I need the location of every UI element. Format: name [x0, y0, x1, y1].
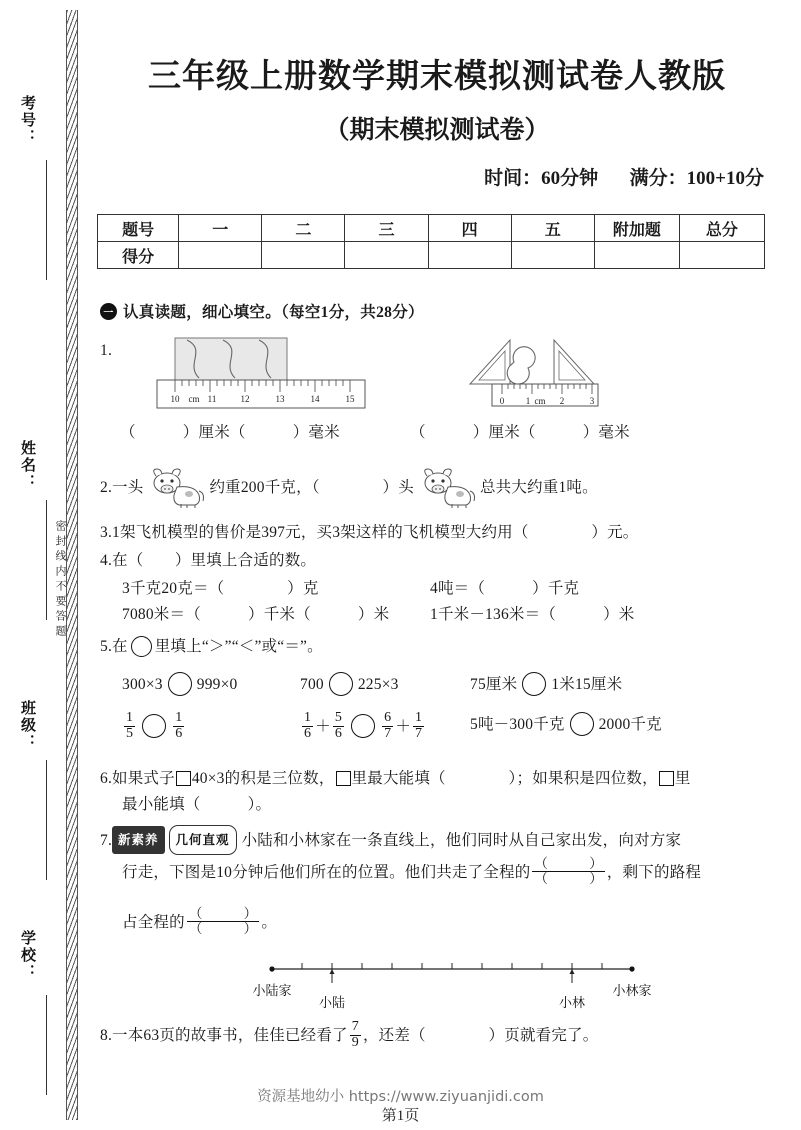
numberline-label-xiaolin-home: 小林家 — [612, 983, 652, 998]
plus-sign-b: ＋ — [395, 718, 412, 736]
score-cell-2[interactable] — [345, 242, 428, 269]
svg-text:0: 0 — [499, 396, 505, 406]
score-cell-3[interactable] — [428, 242, 511, 269]
question-5-row1-item2[interactable] — [470, 672, 622, 698]
svg-text:11: 11 — [207, 394, 217, 404]
q5-r2-i0-left-fraction — [124, 711, 135, 741]
blank-square-icon[interactable] — [176, 771, 191, 786]
cow-icon-2 — [416, 467, 478, 509]
question-4-item-0[interactable]: 3千克20克＝（ ）克 — [122, 580, 319, 597]
question-6-text-d: 里 — [674, 770, 691, 787]
question-7-number: 7. — [100, 832, 113, 849]
field-school: 学校： — [19, 930, 35, 981]
time-label: 时间：60分钟 — [484, 168, 599, 189]
numerator: 1 — [126, 710, 134, 725]
question-4-text: 在（ ）里填上合适的数。 — [112, 552, 317, 569]
question-1-answer-right[interactable]: （ ）厘米（ ）毫米 — [410, 424, 630, 441]
svg-text:15: 15 — [345, 394, 355, 404]
q5-r2-i1-circle[interactable] — [351, 714, 375, 738]
score-col-1: 二 — [262, 215, 345, 242]
q5-r1-i0-right: 999×0 — [196, 676, 238, 693]
denominator[interactable]: （ ） — [534, 871, 603, 887]
score-col-6: 总分 — [679, 215, 764, 242]
numberline-label-xiaolu: 小陆 — [318, 995, 346, 1010]
question-7-text-line1: 小陆和小林家在一条直线上，他们同时从自己家出发，向对方家 — [241, 832, 682, 849]
table-row-scores — [98, 242, 765, 269]
question-2 — [100, 467, 760, 509]
question-7-text-line3b: 。 — [261, 913, 278, 931]
question-7-blank-fraction-2[interactable] — [187, 907, 260, 936]
q5-r2-i0-circle[interactable] — [142, 714, 166, 738]
question-3-text[interactable]: 1架飞机模型的售价是397元，买3架这样的飞机模型大约用（ ）元。 — [112, 524, 639, 541]
denominator: 9 — [351, 1034, 359, 1050]
q5-r1-i2-left: 75厘米 — [470, 676, 518, 693]
question-1-answer-left[interactable]: （ ）厘米（ ）毫米 — [120, 424, 340, 441]
question-5-text: 里填上“＞”“＜”或“＝”。 — [154, 638, 323, 655]
question-5-row2-item1[interactable] — [300, 712, 426, 742]
badge-new-literacy: 新素养 — [112, 826, 165, 854]
question-7-text-line2a: 行走，下图是10分钟后他们所在的位置。他们共走了全程的 — [122, 863, 531, 881]
exam-meta — [92, 163, 764, 190]
numerator: 1 — [175, 710, 183, 725]
question-4-number: 4. — [100, 552, 113, 569]
score-table — [97, 214, 765, 269]
q5-r2-i1-fa — [302, 711, 313, 741]
q5-r1-i1-right: 225×3 — [357, 676, 399, 693]
score-col-2: 三 — [345, 215, 428, 242]
q5-r1-i0-left: 300×3 — [122, 676, 163, 693]
score-col-5: 附加题 — [594, 215, 679, 242]
section-heading-text: 认真读题，细心填空。（每空1分，共28分） — [123, 304, 424, 321]
denominator: 5 — [126, 725, 134, 741]
denominator: 6 — [334, 725, 343, 741]
q5-r2-i2-left: 5吨－300千克 — [470, 716, 565, 733]
q5-r2-i1-fd — [413, 711, 424, 741]
question-6-text-c[interactable]: 里最大能填（ ）；如果积是四位数， — [351, 770, 658, 787]
q5-r2-i2-circle[interactable] — [570, 712, 594, 736]
q5-r2-i1-fc — [382, 711, 393, 741]
question-6 — [100, 766, 772, 792]
ruler-eraser-figure — [155, 336, 370, 418]
denominator: 7 — [384, 725, 392, 741]
score-cell-5[interactable] — [594, 242, 679, 269]
question-7-blank-fraction-1[interactable] — [532, 857, 605, 886]
footer-page-number: 第1页 — [381, 1108, 420, 1124]
q5-r2-i0-right-fraction — [173, 711, 184, 741]
score-row-label-0: 题号 — [98, 215, 179, 242]
question-8-text-b[interactable]: ，还差（ ）页就看完了。 — [362, 1027, 599, 1045]
numerator: 7 — [351, 1019, 359, 1034]
score-col-3: 四 — [428, 215, 511, 242]
field-class: 班级： — [19, 700, 35, 751]
denominator: 6 — [304, 725, 312, 741]
blank-square-icon-2[interactable] — [336, 771, 351, 786]
score-col-0: 一 — [179, 215, 262, 242]
denominator: 7 — [415, 725, 423, 741]
question-1-number: 1. — [100, 342, 113, 359]
numerator: 6 — [384, 710, 392, 725]
numerator[interactable]: （ ） — [534, 856, 603, 871]
svg-text:1: 1 — [525, 396, 531, 406]
question-8-fraction — [350, 1020, 361, 1050]
field-name-rule — [46, 500, 47, 620]
question-6-line2[interactable]: 最小能填（ ）。 — [122, 796, 272, 813]
numerator: 1 — [415, 710, 423, 725]
cow-icon — [145, 467, 207, 509]
question-8-text-a: 一本63页的故事书，佳佳已经看了 — [112, 1027, 348, 1045]
question-3 — [100, 520, 638, 546]
question-5-row2-item0[interactable] — [122, 712, 186, 742]
question-5-row2-item2[interactable] — [470, 712, 662, 738]
svg-text:14: 14 — [310, 394, 320, 404]
question-6-number: 6. — [100, 770, 113, 787]
numerator: 5 — [334, 710, 343, 725]
field-class-rule — [46, 760, 47, 880]
question-5-prefix: 在 — [112, 638, 128, 655]
score-cell-6[interactable] — [679, 242, 764, 269]
q5-r1-i1-circle[interactable] — [329, 672, 353, 696]
numerator[interactable]: （ ） — [188, 906, 258, 921]
section-heading-one — [100, 300, 424, 322]
question-2-text-b[interactable]: 约重200千克，（ ）头 — [209, 479, 414, 496]
q5-r2-i2-right: 2000千克 — [598, 716, 662, 733]
question-4-item-3[interactable]: 1千米－136米＝（ ）米 — [430, 606, 635, 623]
question-8 — [100, 1021, 598, 1051]
full-score-label: 满分：100+10分 — [629, 168, 764, 189]
triangle-rulers-peanut-figure — [462, 336, 612, 418]
question-2-number: 2. — [100, 479, 113, 496]
q5-r1-i0-circle[interactable] — [168, 672, 192, 696]
number-line-figure — [240, 955, 660, 1015]
field-name: 姓名： — [19, 440, 35, 491]
numberline-label-xiaolu-home: 小陆家 — [252, 983, 292, 998]
question-5-number: 5. — [100, 638, 113, 655]
field-exam-no-rule — [46, 160, 47, 280]
question-2-text-a: 一头 — [112, 479, 144, 496]
field-school-rule — [46, 995, 47, 1095]
question-7-text-line3a: 占全程的 — [122, 913, 185, 931]
field-exam-no: 考号： — [19, 95, 35, 146]
question-7-text-line2b: ，剩下的路程 — [606, 863, 702, 881]
svg-text:13: 13 — [275, 394, 285, 404]
q5-r2-i1-fb — [333, 711, 344, 741]
question-6-text-a: 如果式子 — [112, 770, 175, 787]
question-7-line1 — [100, 826, 772, 856]
svg-text:cm: cm — [534, 396, 546, 406]
table-row-header — [98, 215, 765, 242]
denominator[interactable]: （ ） — [188, 921, 258, 937]
question-3-number: 3. — [100, 524, 113, 541]
blank-square-icon-3[interactable] — [659, 771, 674, 786]
plus-sign-a: ＋ — [315, 718, 331, 736]
question-5 — [100, 634, 323, 660]
question-4-item-1[interactable]: 4吨＝（ ）千克 — [430, 580, 580, 597]
svg-text:cm: cm — [188, 394, 200, 404]
svg-text:2: 2 — [559, 396, 565, 406]
section-number-badge: 一 — [100, 303, 117, 320]
svg-text:12: 12 — [240, 394, 250, 404]
q5-r1-i1-left: 700 — [300, 676, 324, 693]
numberline-label-xiaolin: 小林 — [558, 995, 586, 1010]
score-cell-4[interactable] — [511, 242, 594, 269]
score-row-label-1: 得分 — [98, 242, 179, 269]
q5-r1-i2-right: 1米15厘米 — [551, 676, 623, 693]
score-cell-0[interactable] — [179, 242, 262, 269]
question-6-text-b: 40×3的积是三位数， — [191, 770, 335, 787]
denominator: 6 — [175, 725, 183, 741]
question-5-row1-item0[interactable] — [122, 672, 238, 698]
score-cell-1[interactable] — [262, 242, 345, 269]
question-2-text-c: 总共大约重1吨。 — [479, 479, 598, 496]
q5-r1-i2-circle[interactable] — [522, 672, 546, 696]
badge-geometric-intuition: 几何直观 — [169, 825, 237, 855]
seal-text: 密封线内不要答题 — [54, 520, 66, 640]
left-margin-seal-area — [0, 0, 92, 1130]
svg-text:3: 3 — [589, 396, 595, 406]
page-subtitle: （期末模拟测试卷） — [324, 117, 550, 144]
question-4 — [100, 548, 316, 574]
question-7-line3 — [122, 908, 277, 937]
question-5-row1-item1[interactable] — [300, 672, 399, 698]
footer-source: 资源基地幼小 https://www.ziyuanjidi.com — [257, 1089, 544, 1105]
page-title: 三年级上册数学期末模拟测试卷人教版 — [148, 59, 726, 95]
compare-circle-icon — [131, 636, 152, 657]
question-4-item-2[interactable]: 7080米＝（ ）千米（ ）米 — [122, 606, 390, 623]
score-col-4: 五 — [511, 215, 594, 242]
numerator: 1 — [304, 710, 312, 725]
svg-text:10: 10 — [170, 394, 180, 404]
question-7-line2 — [122, 858, 782, 887]
question-8-number: 8. — [100, 1027, 113, 1045]
